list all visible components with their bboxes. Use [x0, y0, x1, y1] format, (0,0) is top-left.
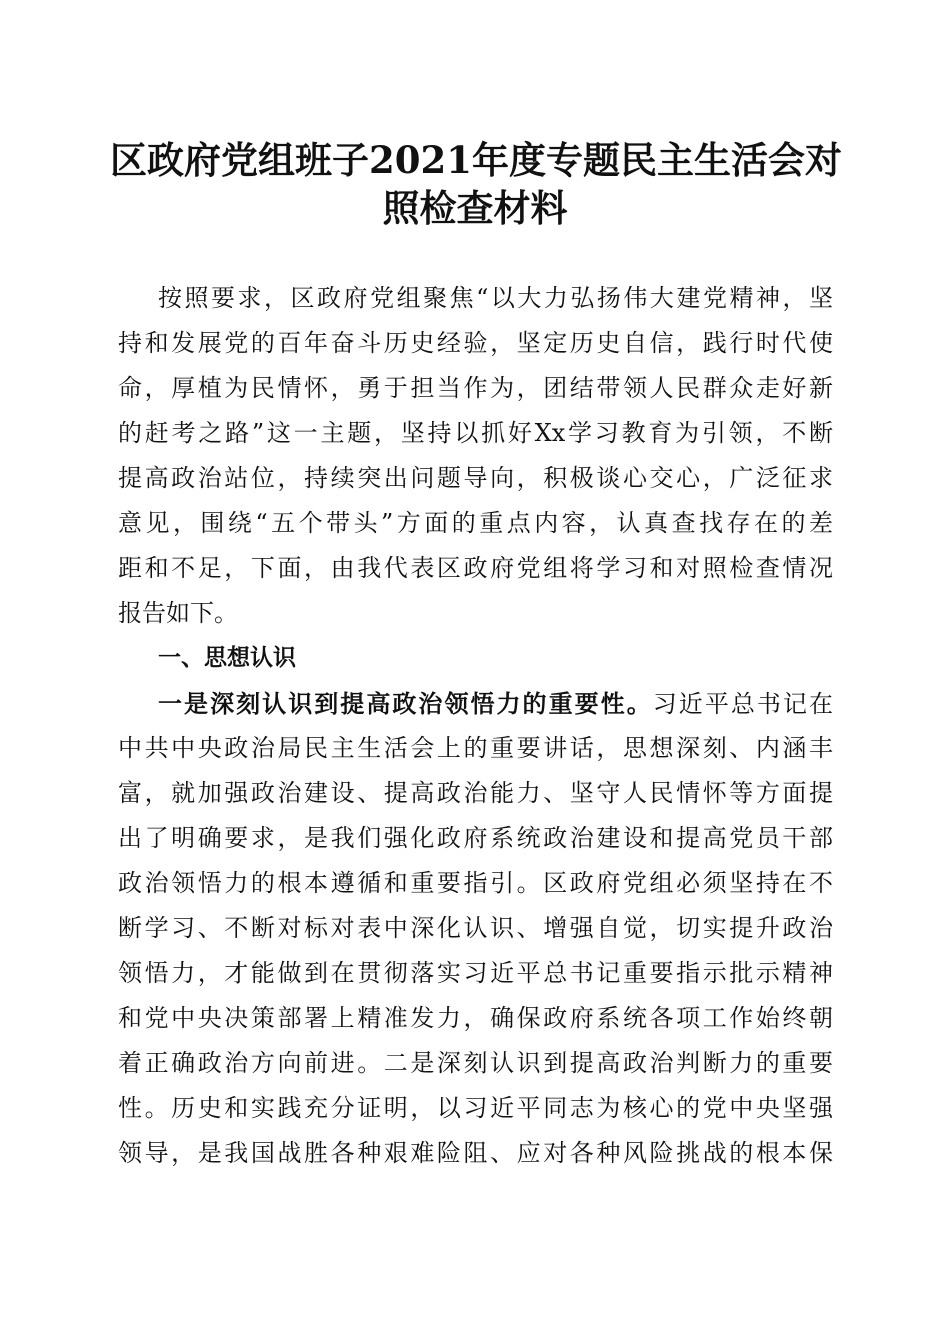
- title-line-2: 照检查材料: [382, 186, 568, 230]
- section-lead-sentence: 一是深刻认识到提高政治领悟力的重要性。: [158, 689, 653, 718]
- section-line: 领导，是我国战胜各种艰难险阻、应对各种风险挑战的根本保: [118, 1139, 833, 1167]
- section-line: 中共中央政治局民主生活会上的重要讲话，思想深刻、内涵丰: [118, 734, 833, 762]
- intro-line: 提高政治站位，持续突出问题导向，积极谈心交心，广泛征求: [118, 464, 833, 492]
- section-line: 着正确政治方向前进。二是深刻认识到提高政治判断力的重要: [118, 1049, 833, 1077]
- intro-line: 意见，围绕“五个带头”方面的重点内容，认真查找存在的差: [118, 509, 833, 537]
- section-heading: 一、思想认识: [158, 645, 296, 671]
- document-title: [110, 136, 840, 232]
- section-first-line-rest: 习近平总书记在: [652, 690, 834, 718]
- intro-line: 报告如下。: [118, 599, 238, 627]
- section-line: 性。历史和实践充分证明，以习近平同志为核心的党中央坚强: [118, 1094, 833, 1122]
- section-line: 政治领悟力的根本遵循和重要指引。区政府党组必须坚持在不: [118, 869, 833, 897]
- intro-line: 按照要求，区政府党组聚焦“以大力弘扬伟大建党精神，坚: [158, 284, 833, 312]
- section-line: 和党中央决策部署上精准发力，确保政府系统各项工作始终朝: [118, 1004, 833, 1032]
- intro-line: 距和不足，下面，由我代表区政府党组将学习和对照检查情况: [118, 554, 833, 582]
- section-line: 富，就加强政治建设、提高政治能力、坚守人民情怀等方面提: [118, 779, 833, 807]
- intro-line: 持和发展党的百年奋斗历史经验，坚定历史自信，践行时代使: [118, 329, 833, 357]
- section-line: 出了明确要求，是我们强化政府系统政治建设和提高党员干部: [118, 824, 833, 852]
- section-line: 断学习、不断对标对表中深化认识、增强自觉，切实提升政治: [118, 914, 833, 942]
- title-line-1: 区政府党组班子2021年度专题民主生活会对: [110, 138, 842, 182]
- intro-line: 命，厚植为民情怀，勇于担当作为，团结带领人民群众走好新: [118, 374, 833, 402]
- document-body: [118, 276, 833, 1176]
- section-line: 领悟力，才能做到在贯彻落实习近平总书记重要指示批示精神: [118, 959, 833, 987]
- intro-line: 的赶考之路”这一主题，坚持以抓好Xx学习教育为引领，不断: [118, 419, 833, 447]
- section-first-line: [118, 681, 833, 726]
